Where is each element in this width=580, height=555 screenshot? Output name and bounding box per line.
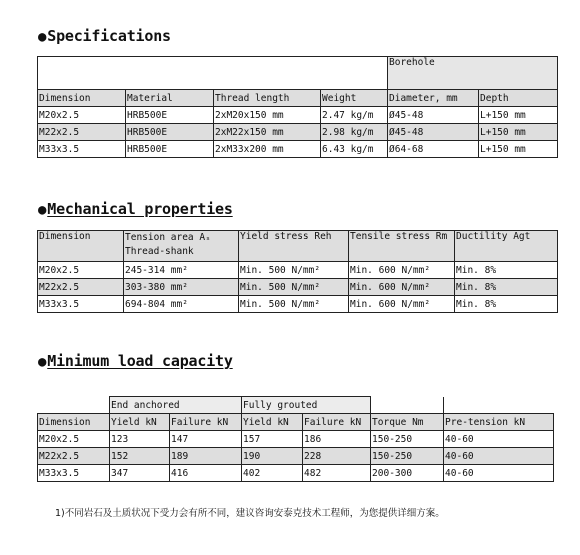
mechanical-heading bbox=[38, 200, 233, 218]
table-cell: 186 bbox=[303, 431, 371, 448]
table-cell: 245-314 mm² bbox=[124, 262, 239, 279]
table-cell: Ø45-48 bbox=[388, 124, 479, 141]
blank-cell bbox=[444, 397, 554, 414]
table-cell: Min. 500 N/mm² bbox=[239, 262, 349, 279]
header-cell: Tensile stress Rm bbox=[349, 231, 455, 262]
table-cell: 40-60 bbox=[444, 431, 554, 448]
table-cell: L+150 mm bbox=[479, 107, 558, 124]
table-cell: Ø45-48 bbox=[388, 107, 479, 124]
borehole-header: Borehole bbox=[388, 57, 558, 90]
table-cell: 189 bbox=[170, 448, 242, 465]
header-cell: Yield kN bbox=[242, 414, 303, 431]
header-cell: Material bbox=[126, 90, 214, 107]
table-cell: HRB500E bbox=[126, 141, 214, 158]
table-cell: M33x3.5 bbox=[38, 465, 110, 482]
table-header-row bbox=[38, 414, 554, 431]
table-header-row bbox=[38, 90, 558, 107]
spec-blank-cell bbox=[38, 57, 388, 90]
bullet-icon: ● bbox=[38, 354, 47, 370]
table-cell: 190 bbox=[242, 448, 303, 465]
table-row bbox=[38, 279, 558, 296]
table-cell: Min. 500 N/mm² bbox=[239, 279, 349, 296]
group-header-end-anchored: End anchored bbox=[110, 397, 242, 414]
tension-area-header bbox=[124, 231, 239, 262]
header-cell: Failure kN bbox=[303, 414, 371, 431]
table-row bbox=[38, 141, 558, 158]
table-cell: 2.47 kg/m bbox=[321, 107, 388, 124]
table-cell: 347 bbox=[110, 465, 170, 482]
table-cell: 147 bbox=[170, 431, 242, 448]
table-cell: Min. 8% bbox=[455, 262, 558, 279]
table-cell: M22x2.5 bbox=[38, 448, 110, 465]
table-header-row bbox=[38, 231, 558, 262]
table-cell: 694-804 mm² bbox=[124, 296, 239, 313]
table-cell: L+150 mm bbox=[479, 124, 558, 141]
specifications-heading bbox=[38, 27, 171, 45]
table-cell: Min. 600 N/mm² bbox=[349, 279, 455, 296]
table-cell: Min. 8% bbox=[455, 279, 558, 296]
load-title: Minimum load capacity bbox=[47, 352, 233, 370]
specifications-title: Specifications bbox=[47, 27, 171, 45]
table-row bbox=[38, 107, 558, 124]
footnote: 1)不同岩石及土质状况下受力会有所不同，建议咨询安泰克技术工程师，为您提供详细方案。 bbox=[55, 508, 445, 519]
header-cell: Diameter, mm bbox=[388, 90, 479, 107]
table-cell: 152 bbox=[110, 448, 170, 465]
table-cell: 123 bbox=[110, 431, 170, 448]
group-header-fully-grouted: Fully grouted bbox=[242, 397, 371, 414]
header-cell: Yield stress Reh bbox=[239, 231, 349, 262]
group-header-row bbox=[38, 397, 554, 414]
mechanical-table bbox=[37, 230, 558, 313]
table-cell: 2xM22x150 mm bbox=[214, 124, 321, 141]
table-cell: Min. 500 N/mm² bbox=[239, 296, 349, 313]
header-cell: Dimension bbox=[38, 414, 110, 431]
table-cell: Ø64-68 bbox=[388, 141, 479, 158]
bullet-icon: ● bbox=[38, 202, 47, 218]
load-table bbox=[37, 396, 554, 482]
table-row bbox=[38, 124, 558, 141]
header-cell: Dimension bbox=[38, 90, 126, 107]
table-cell: 2xM20x150 mm bbox=[214, 107, 321, 124]
table-cell: M20x2.5 bbox=[38, 107, 126, 124]
table-cell: M33x3.5 bbox=[38, 141, 126, 158]
header-cell: Failure kN bbox=[170, 414, 242, 431]
table-cell: 303-380 mm² bbox=[124, 279, 239, 296]
table-cell: HRB500E bbox=[126, 124, 214, 141]
table-cell: M33x3.5 bbox=[38, 296, 124, 313]
header-cell: Ductility Agt bbox=[455, 231, 558, 262]
table-cell: 157 bbox=[242, 431, 303, 448]
header-cell: Pre-tension kN bbox=[444, 414, 554, 431]
table-cell: 2xM33x200 mm bbox=[214, 141, 321, 158]
table-cell: 40-60 bbox=[444, 465, 554, 482]
table-cell: Min. 600 N/mm² bbox=[349, 262, 455, 279]
table-row bbox=[38, 465, 554, 482]
table-cell: 228 bbox=[303, 448, 371, 465]
load-heading bbox=[38, 352, 233, 370]
blank-cell bbox=[371, 397, 444, 414]
table-cell: M22x2.5 bbox=[38, 124, 126, 141]
table-cell: M20x2.5 bbox=[38, 262, 124, 279]
table-cell: 2.98 kg/m bbox=[321, 124, 388, 141]
header-cell: Dimension bbox=[38, 231, 124, 262]
table-row bbox=[38, 448, 554, 465]
table-cell: M20x2.5 bbox=[38, 431, 110, 448]
table-cell: Min. 8% bbox=[455, 296, 558, 313]
bullet-icon: ● bbox=[38, 29, 47, 45]
header-cell: Thread length bbox=[214, 90, 321, 107]
table-cell: 6.43 kg/m bbox=[321, 141, 388, 158]
table-cell: 150-250 bbox=[371, 448, 444, 465]
table-cell: HRB500E bbox=[126, 107, 214, 124]
table-cell: 402 bbox=[242, 465, 303, 482]
table-row bbox=[38, 296, 558, 313]
table-cell: 416 bbox=[170, 465, 242, 482]
table-cell: Min. 600 N/mm² bbox=[349, 296, 455, 313]
table-row bbox=[38, 262, 558, 279]
table-cell: 150-250 bbox=[371, 431, 444, 448]
specifications-table bbox=[37, 56, 558, 158]
header-cell: Depth bbox=[479, 90, 558, 107]
header-subcell: Thread-shank bbox=[125, 246, 194, 257]
header-cell: Yield kN bbox=[110, 414, 170, 431]
table-cell: L+150 mm bbox=[479, 141, 558, 158]
blank-cell bbox=[38, 397, 110, 414]
table-cell: 40-60 bbox=[444, 448, 554, 465]
table-cell: 200-300 bbox=[371, 465, 444, 482]
mechanical-title: Mechanical properties bbox=[47, 200, 233, 218]
table-row bbox=[38, 431, 554, 448]
table-cell: 482 bbox=[303, 465, 371, 482]
header-cell: Weight bbox=[321, 90, 388, 107]
header-cell: Tension area Aₛ bbox=[125, 232, 211, 243]
header-cell: Torque Nm bbox=[371, 414, 444, 431]
table-cell: M22x2.5 bbox=[38, 279, 124, 296]
